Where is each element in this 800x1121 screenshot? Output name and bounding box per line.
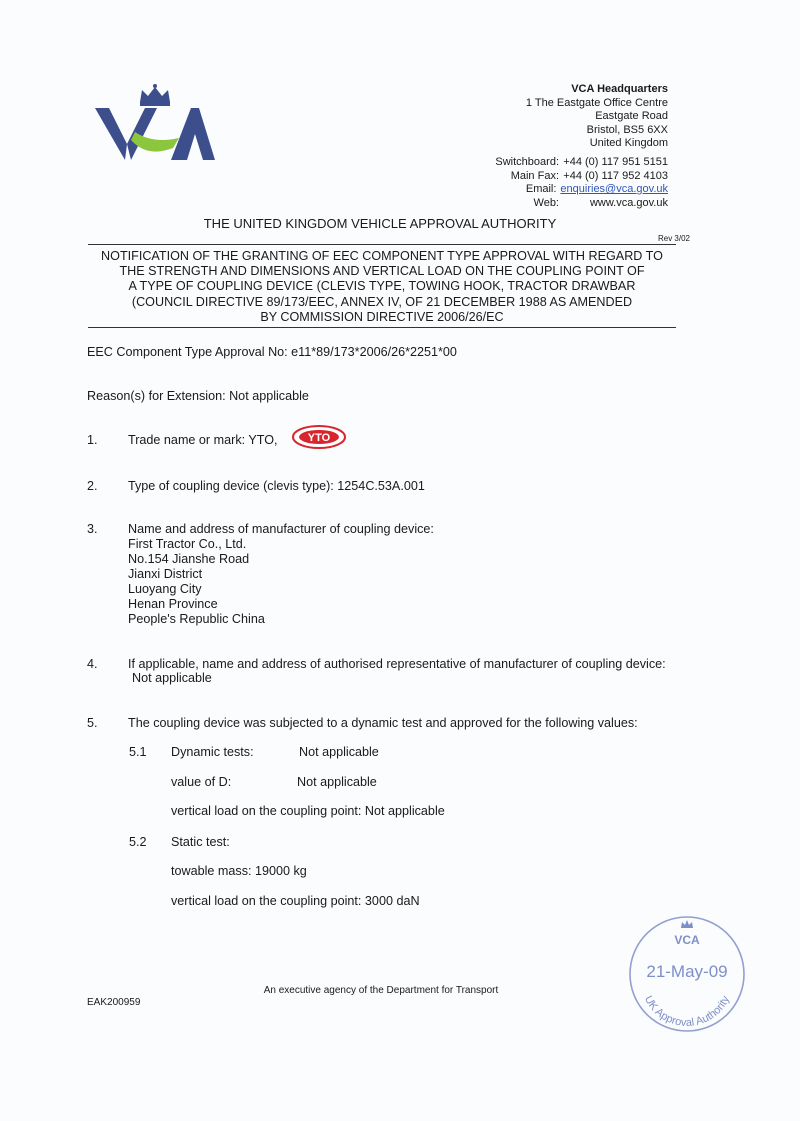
address-line: No.154 Jianshe Road <box>128 552 250 566</box>
static-test-label: Static test: <box>171 835 230 849</box>
switchboard-label: Switchboard: <box>495 156 559 168</box>
vertical-load-static: vertical load on the coupling point: 3000 daN <box>171 894 420 908</box>
approval-stamp <box>627 914 747 1034</box>
divider <box>88 244 676 245</box>
hq-line: Eastgate Road <box>595 110 668 123</box>
dynamic-tests-label: Dynamic tests: <box>171 745 254 759</box>
item-number: 5. <box>87 716 98 730</box>
switchboard-value: +44 (0) 117 951 5151 <box>563 156 668 168</box>
towable-mass: towable mass: 19000 kg <box>171 864 307 878</box>
address-line: Luoyang City <box>128 582 202 596</box>
stamp-date: 21-May-09 <box>646 962 728 981</box>
contact-block <box>480 156 668 210</box>
svg-text:YTO: YTO <box>307 432 331 444</box>
test-heading: The coupling device was subjected to a dynamic test and approved for the following values: <box>128 716 638 730</box>
hq-line: United Kingdom <box>589 137 668 150</box>
email-label: Email: <box>525 183 557 196</box>
item-number: 1. <box>87 433 98 447</box>
manufacturer-heading: Name and address of manufacturer of coupling device: <box>128 522 434 536</box>
fax-value: +44 (0) 117 952 4103 <box>563 169 668 182</box>
trade-name: Trade name or mark: YTO, <box>128 433 278 447</box>
d-value-label: value of D: <box>171 775 232 789</box>
d-value: Not applicable <box>297 775 377 789</box>
subitem-number: 5.2 <box>129 835 147 849</box>
manufacturer-address <box>128 537 265 627</box>
vertical-load-dynamic: vertical load on the coupling point: Not applicable <box>171 804 445 818</box>
hq-line: Bristol, BS5 6XX <box>586 123 668 136</box>
rev-label: Rev 3/02 <box>657 234 690 243</box>
document-reference: EAK200959 <box>87 997 141 1008</box>
stamp-logo: VCA <box>674 933 700 947</box>
representative-value: Not applicable <box>132 671 212 685</box>
coupling-type: Type of coupling device (clevis type): 1254C.53A.001 <box>128 479 425 493</box>
notification-line: THE STRENGTH AND DIMENSIONS AND VERTICAL LOAD ON THE COUPLING POINT OF <box>119 264 645 279</box>
approval-number: EEC Component Type Approval No: e11*89/173*2006/26*2251*00 <box>87 345 457 359</box>
stamp-arc-text: UK Approval Authority <box>641 993 733 1030</box>
address-line: Jianxi District <box>128 567 203 581</box>
notification-heading <box>82 249 682 325</box>
footer-agency: An executive agency of the Department for Transport <box>263 985 499 996</box>
fax-label: Main Fax: <box>510 169 559 182</box>
web-value: www.vca.gov.uk <box>589 196 668 209</box>
vca-logo <box>95 82 215 164</box>
item-number: 3. <box>87 522 98 536</box>
hq-name: VCA Headquarters <box>571 83 668 95</box>
representative-heading: If applicable, name and address of authorised representative of manufacturer of coupling device: <box>128 657 666 671</box>
email-link[interactable]: enquiries@vca.gov.uk <box>560 183 668 196</box>
hq-line: 1 The Eastgate Office Centre <box>525 96 668 109</box>
yto-logo <box>291 424 347 450</box>
notification-line: (COUNCIL DIRECTIVE 89/173/EEC, ANNEX IV, OF 21 DECEMBER 1988 AS AMENDED <box>131 294 633 309</box>
svg-text:VCA: VCA <box>155 163 158 164</box>
address-line: Henan Province <box>128 597 218 611</box>
notification-line: NOTIFICATION OF THE GRANTING OF EEC COMPONENT TYPE APPROVAL WITH REGARD TO <box>101 249 663 263</box>
extension-reason: Reason(s) for Extension: Not applicable <box>87 389 309 403</box>
subitem-number: 5.1 <box>129 745 147 759</box>
stamp-crown-icon <box>681 920 693 928</box>
authority-title: THE UNITED KINGDOM VEHICLE APPROVAL AUTHORITY <box>203 216 557 231</box>
address-line: First Tractor Co., Ltd. <box>128 537 247 551</box>
item-number: 2. <box>87 479 98 493</box>
web-label: Web: <box>533 196 559 209</box>
notification-line: BY COMMISSION DIRECTIVE 2006/26/EC <box>260 309 504 324</box>
divider <box>88 327 676 328</box>
item-number: 4. <box>87 657 98 671</box>
address-line: People's Republic China <box>128 612 265 626</box>
dynamic-tests-value: Not applicable <box>299 745 379 759</box>
hq-address <box>526 83 668 151</box>
crown-icon <box>140 84 170 106</box>
notification-line: A TYPE OF COUPLING DEVICE (CLEVIS TYPE, TOWING HOOK, TRACTOR DRAWBAR <box>128 279 636 294</box>
